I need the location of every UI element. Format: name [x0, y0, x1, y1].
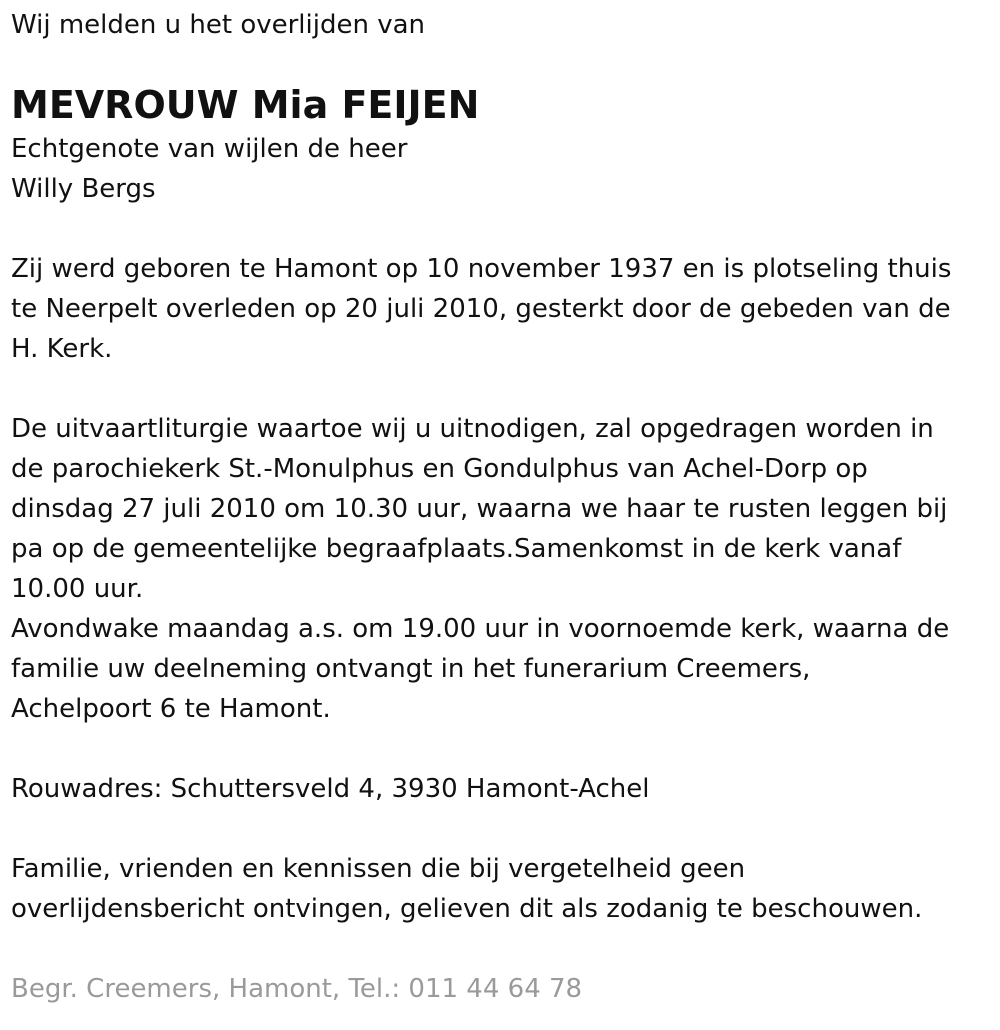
intro-text: Wij melden u het overlijden van — [11, 10, 426, 40]
birth-line: te Neerpelt overleden op 20 juli 2010, gesterkt door de gebeden van de — [11, 294, 951, 324]
wake-line: Avondwake maandag a.s. om 19.00 uur in voornoemde kerk, waarna de — [11, 614, 950, 644]
birth-line: H. Kerk. — [11, 334, 113, 364]
funeral-home-footer: Begr. Creemers, Hamont, Tel.: 011 44 64 78 — [11, 974, 583, 1004]
spacer — [11, 809, 991, 849]
mourning-address: Rouwadres: Schuttersveld 4, 3930 Hamont-Achel — [11, 774, 650, 804]
wake-line: familie uw deelneming ontvangt in het funerarium Creemers, — [11, 654, 811, 684]
spacer — [11, 729, 991, 769]
spacer — [11, 209, 991, 249]
funeral-paragraph — [11, 409, 991, 729]
spacer — [11, 929, 991, 969]
funeral-line: dinsdag 27 juli 2010 om 10.30 uur, waarna we haar te rusten leggen bij — [11, 494, 948, 524]
spouse-block — [11, 129, 991, 209]
funeral-line: De uitvaartliturgie waartoe wij u uitnodigen, zal opgedragen worden in — [11, 414, 934, 444]
notice-line: overlijdensbericht ontvingen, gelieven dit als zodanig te beschouwen. — [11, 894, 923, 924]
notice-paragraph — [11, 849, 991, 929]
spouse-line: Willy Bergs — [11, 174, 156, 204]
birth-line: Zij werd geboren te Hamont op 10 november 1937 en is plotseling thuis — [11, 254, 952, 284]
funeral-line: pa op de gemeentelijke begraafplaats.Samenkomst in de kerk vanaf — [11, 534, 902, 564]
spouse-line: Echtgenote van wijlen de heer — [11, 134, 408, 164]
obituary-notice — [11, 0, 991, 1009]
funeral-line: 10.00 uur. — [11, 574, 144, 604]
funeral-line: de parochiekerk St.-Monulphus en Gondulphus van Achel-Dorp op — [11, 454, 868, 484]
wake-line: Achelpoort 6 te Hamont. — [11, 694, 331, 724]
deceased-name: MEVROUW Mia FEIJEN — [11, 83, 480, 127]
spacer — [11, 369, 991, 409]
notice-line: Familie, vrienden en kennissen die bij vergetelheid geen — [11, 854, 746, 884]
birth-paragraph — [11, 249, 991, 369]
